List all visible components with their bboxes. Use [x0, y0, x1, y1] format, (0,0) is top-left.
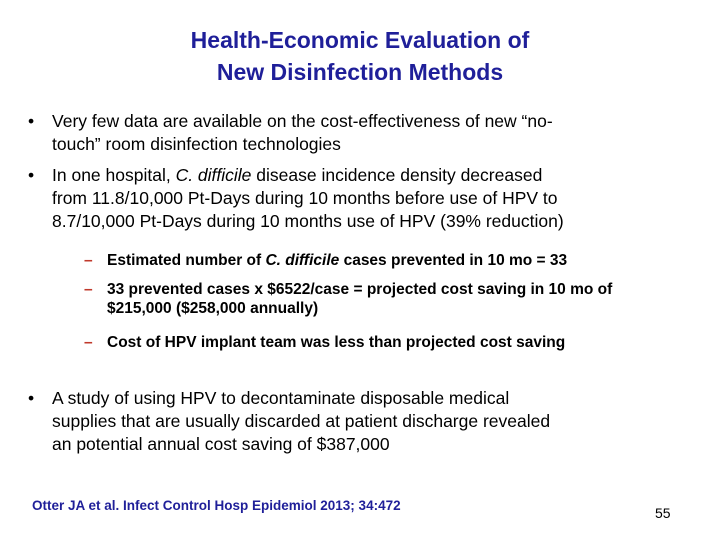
page-number: 55: [655, 505, 671, 521]
text-run: cases prevented in 10 mo = 33: [339, 252, 568, 269]
sub-bullet-marker: –: [84, 252, 93, 269]
title-line-1: Health-Economic Evaluation of: [190, 27, 530, 53]
text-run: In one hospital,: [52, 165, 176, 185]
bullet-marker: •: [28, 165, 35, 185]
bullet-line: [52, 164, 692, 187]
sub-bullet-line: 33 prevented cases x $6522/case = projected cost saving in 10 mo of: [107, 281, 613, 298]
sub-bullet-line: Cost of HPV implant team was less than projected cost saving: [107, 334, 566, 351]
sub-bullet-line: $215,000 ($258,000 annually): [107, 300, 319, 317]
italic-organism: C. difficile: [265, 252, 340, 269]
text-run: Estimated number of: [107, 252, 266, 269]
bullet-line: an potential annual cost saving of $387,000: [52, 434, 390, 454]
bullet-line: 8.7/10,000 Pt-Days during 10 months use of HPV (39% reduction): [52, 211, 564, 231]
bullet-line: supplies that are usually discarded at patient discharge revealed: [52, 411, 551, 431]
citation: Otter JA et al. Infect Control Hosp Epidemiol 2013; 34:472: [32, 498, 401, 513]
title-line-2: New Disinfection Methods: [216, 59, 504, 85]
text-run: disease incidence density decreased: [251, 165, 543, 185]
bullet-line: from 11.8/10,000 Pt-Days during 10 months before use of HPV to: [52, 188, 558, 208]
bullet-line: touch” room disinfection technologies: [52, 134, 341, 154]
bullet-line: Very few data are available on the cost-effectiveness of new “no-: [52, 111, 553, 131]
bullet-marker: •: [28, 388, 35, 408]
italic-organism: C. difficile: [175, 165, 252, 185]
bullet-line: A study of using HPV to decontaminate disposable medical: [52, 388, 510, 408]
sub-bullet-marker: –: [84, 281, 93, 298]
sub-bullet-marker: –: [84, 334, 93, 351]
bullet-marker: •: [28, 111, 35, 131]
slide-title: [90, 24, 630, 88]
